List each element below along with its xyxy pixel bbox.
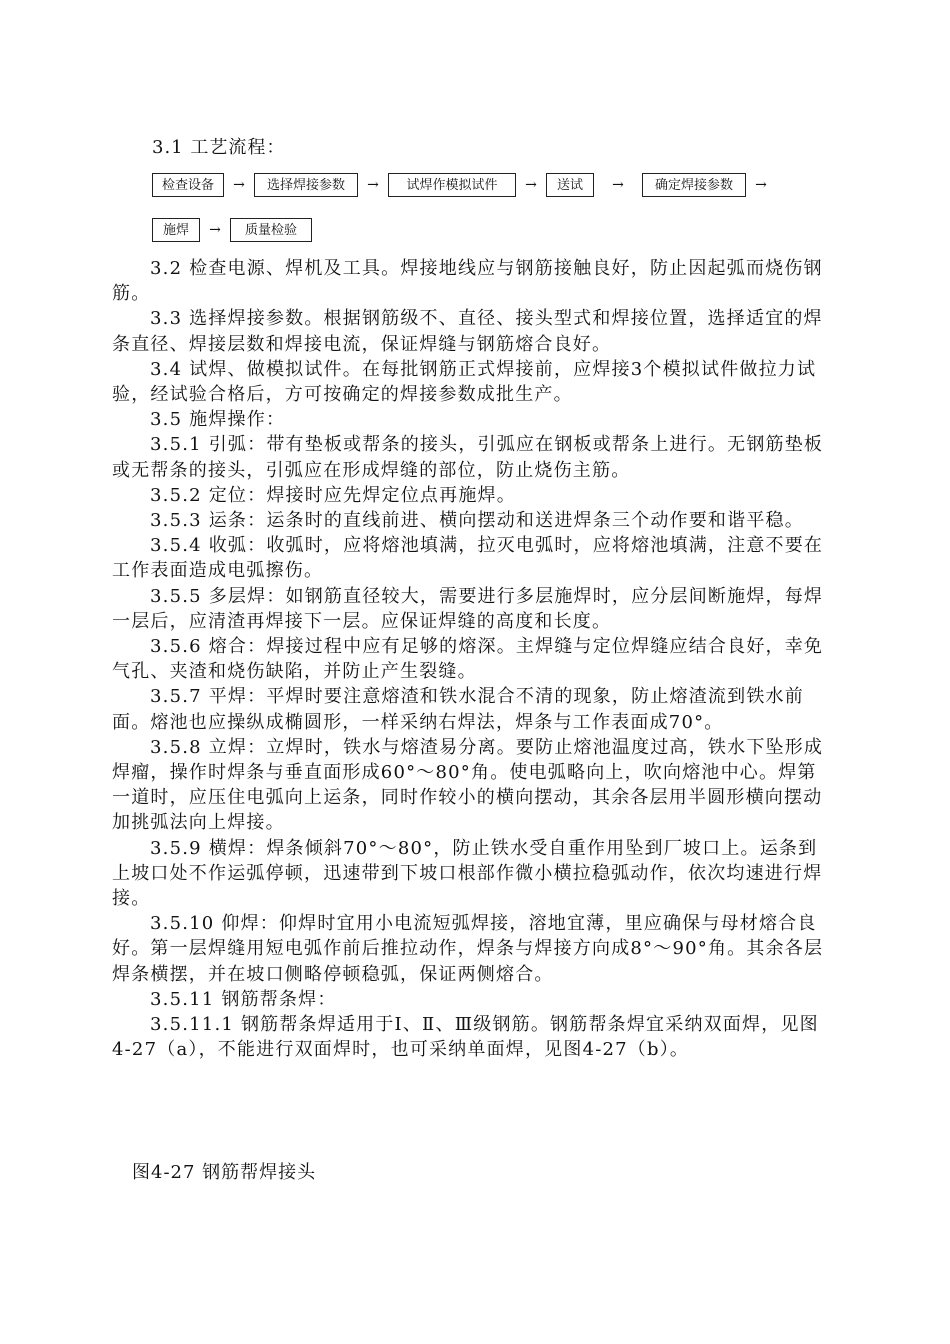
paragraph-3-5-2: 3.5.2 定位：焊接时应先焊定位点再施焊。 <box>150 484 516 506</box>
paragraph-3-3: 3.3 选择焊接参数。根据钢筋级不、直径、接头型式和焊接位置，选择适宜的焊条直径、焊接层数和焊接电流，保证焊缝与钢筋熔合良好。 <box>112 308 823 355</box>
flow-arrow: → <box>612 177 624 193</box>
flow-arrow: → <box>367 177 379 193</box>
flow-step-welding: 施焊 <box>152 218 200 242</box>
document-body <box>112 256 834 1063</box>
flow-step-quality-inspection: 质量检验 <box>230 218 312 242</box>
paragraph-3-5-11: 3.5.11 钢筋帮条焊： <box>150 988 337 1010</box>
flow-arrow: → <box>525 177 537 193</box>
paragraph-3-5-9: 3.5.9 横焊：焊条倾斜70°～80°，防止铁水受自重作用坠到厂坡口上。运条到上坡口处不作运弧停顿，迅速带到下坡口根部作微小横拉稳弧动作，依次均速进行焊接。 <box>112 837 823 910</box>
flow-step-select-parameters: 选择焊接参数 <box>254 173 358 197</box>
paragraph-3-5-11-1: 3.5.11.1 钢筋帮条焊适用于Ⅰ、Ⅱ、Ⅲ级钢筋。钢筋帮条焊宜采纳双面焊，见图4-27（a），不能进行双面焊时，也可采纳单面焊，见图4-27（b）。 <box>112 1014 819 1061</box>
paragraph-3-2: 3.2 检查电源、焊机及工具。焊接地线应与钢筋接触良好，防止因起弧而烧伤钢筋。 <box>112 258 823 305</box>
flow-step-confirm-parameters: 确定焊接参数 <box>642 173 746 197</box>
section-heading-3-1: 3.1 工艺流程： <box>152 137 286 158</box>
flow-step-send-test: 送试 <box>546 173 594 197</box>
figure-caption: 图4-27 钢筋帮焊接头 <box>132 1162 317 1183</box>
paragraph-3-5-4: 3.5.4 收弧：收弧时，应将熔池填满，拉灭电弧时，应将熔池填满，注意不要在工作表面造成电弧擦伤。 <box>112 535 824 582</box>
flow-arrow: → <box>233 177 245 193</box>
process-flow-row-2 <box>152 216 312 244</box>
flow-step-check-equipment: 检查设备 <box>152 173 224 197</box>
flow-arrow: → <box>755 177 767 193</box>
paragraph-3-5: 3.5 施焊操作： <box>150 409 286 431</box>
paragraph-3-4: 3.4 试焊、做模拟试件。在每批钢筋正式焊接前，应焊接3个模拟试件做拉力试验，经试验合格后，方可按确定的焊接参数成批生产。 <box>112 358 817 406</box>
paragraph-3-5-1: 3.5.1 引弧：带有垫板或帮条的接头，引弧应在钢板或帮条上进行。无钢筋垫板或无帮条的接头，引弧应在形成焊缝的部位，防止烧伤主筋。 <box>112 434 824 481</box>
paragraph-3-5-10: 3.5.10 仰焊：仰焊时宜用小电流短弧焊接，溶地宜薄，里应确保与母材熔合良好。第一层焊缝用短电弧作前后推拉动作，焊条与焊接方向成8°～90°角。其余各层焊条横摆，并在坡口侧略停顿稳弧，保证两侧熔合。 <box>112 913 824 985</box>
paragraph-3-5-5: 3.5.5 多层焊：如钢筋直径较大，需要进行多层施焊时，应分层间断施焊，每焊一层后，应清渣再焊接下一层。应保证焊缝的高度和长度。 <box>112 585 824 632</box>
flow-arrow: → <box>209 222 221 238</box>
flow-step-trial-weld: 试焊作模拟试件 <box>388 173 516 197</box>
paragraph-3-5-3: 3.5.3 运条：运条时的直线前进、横向摆动和送进焊条三个动作要和谐平稳。 <box>150 510 804 532</box>
paragraph-3-5-6: 3.5.6 熔合：焊接过程中应有足够的熔深。主焊缝与定位焊缝应结合良好，幸免气孔、夹渣和烧伤缺陷，并防止产生裂缝。 <box>112 636 824 683</box>
paragraph-3-5-8: 3.5.8 立焊：立焊时，铁水与熔渣易分离。要防止熔池温度过高，铁水下坠形成焊瘤，操作时焊条与垂直面形成60°～80°角。使电弧略向上，吹向熔池中心。焊第一道时，应压住电弧向上运条，同时作较小的横向摆动，其余各层用半圆形横向摆动加挑弧法向上焊接。 <box>112 736 824 834</box>
paragraph-3-5-7: 3.5.7 平焊：平焊时要注意熔渣和铁水混合不清的现象，防止熔渣流到铁水前面。熔池也应操纵成椭圆形，一样采纳右焊法，焊条与工作表面成70°。 <box>112 686 804 733</box>
process-flow-row-1 <box>152 171 776 199</box>
